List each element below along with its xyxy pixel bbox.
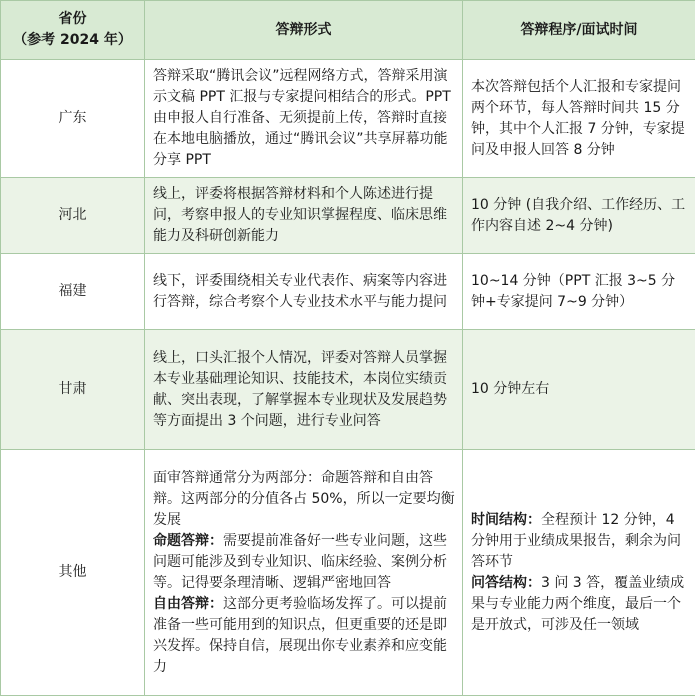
province-cell: 广东 <box>1 60 145 178</box>
format-cell: 答辩采取“腾讯会议”远程网络方式，答辩采用演示文稿 PPT 汇报与专家提问相结合的形式。PPT 由申报人自行准备、无须提前上传，答辩时直接在本地电脑播放，通过“腾讯会议”共享屏幕功能分享 PPT <box>145 60 463 178</box>
format-cell <box>145 450 463 696</box>
time-structure <box>471 510 689 573</box>
table-row-other <box>1 450 695 696</box>
procedure-cell: 10 分钟 (自我介绍、工作经历、工作内容自述 2~4 分钟) <box>463 178 695 254</box>
format-part1-label: 命题答辩： <box>153 532 223 549</box>
header-procedure: 答辩程序/面试时间 <box>463 1 695 60</box>
table-row-gansu <box>1 330 695 450</box>
table-row-guangdong <box>1 60 695 178</box>
qa-structure-label: 问答结构： <box>471 574 541 591</box>
format-intro: 面审答辩通常分为两部分：命题答辩和自由答辩。这两部分的分值各占 50%，所以一定要均衡发展 <box>153 469 455 528</box>
header-province-label: 省份 <box>58 11 87 27</box>
format-cell: 线上，评委将根据答辩材料和个人陈述进行提问，考察申报人的专业知识掌握程度、临床思维能力及科研创新能力 <box>145 178 463 254</box>
procedure-cell: 10~14 分钟（PPT 汇报 3~5 分钟+专家提问 7~9 分钟） <box>463 254 695 330</box>
time-structure-label: 时间结构： <box>471 511 541 528</box>
qa-structure-text: 3 问 3 答，覆盖业绩成果与专业能力两个维度，最后一个是开放式，可涉及任一领域 <box>471 574 685 633</box>
format-part1-text: 需要提前准备好一些专业问题，这些问题可能涉及到专业知识、临床经验、案例分析等。记得要条理清晰、逻辑严密地回答 <box>153 532 447 591</box>
province-cell: 其他 <box>1 450 145 696</box>
format-part2 <box>153 594 456 678</box>
province-cell: 甘肃 <box>1 330 145 450</box>
header-format: 答辩形式 <box>145 1 463 60</box>
province-cell: 河北 <box>1 178 145 254</box>
province-cell: 福建 <box>1 254 145 330</box>
format-part2-label: 自由答辩： <box>153 595 223 612</box>
format-cell: 线上，口头汇报个人情况，评委对答辩人员掌握本专业基础理论知识、技能技术，本岗位实绩贡献、突出表现，了解掌握本专业现状及发展趋势等方面提出 3 个问题，进行专业问答 <box>145 330 463 450</box>
header-province <box>1 1 145 60</box>
procedure-cell: 10 分钟左右 <box>463 330 695 450</box>
table-row-fujian <box>1 254 695 330</box>
qa-structure <box>471 573 689 636</box>
header-province-note: （参考 2024 年） <box>13 32 132 48</box>
format-cell: 线下，评委围绕相关专业代表作、病案等内容进行答辩，综合考察个人专业技术水平与能力提问 <box>145 254 463 330</box>
table-row-hebei <box>1 178 695 254</box>
format-part2-text: 这部分更考验临场发挥了。可以提前准备一些可能用到的知识点，但更重要的还是即兴发挥。保持自信，展现出你专业素养和应变能力 <box>153 595 447 675</box>
format-part1 <box>153 531 456 594</box>
procedure-cell <box>463 450 695 696</box>
procedure-cell: 本次答辩包括个人汇报和专家提问两个环节，每人答辩时间共 15 分钟，其中个人汇报 7 分钟，专家提问及申报人回答 8 分钟 <box>463 60 695 178</box>
time-structure-text: 全程预计 12 分钟，4 分钟用于业绩成果报告，剩余为问答环节 <box>471 511 681 570</box>
header-row <box>1 1 695 60</box>
